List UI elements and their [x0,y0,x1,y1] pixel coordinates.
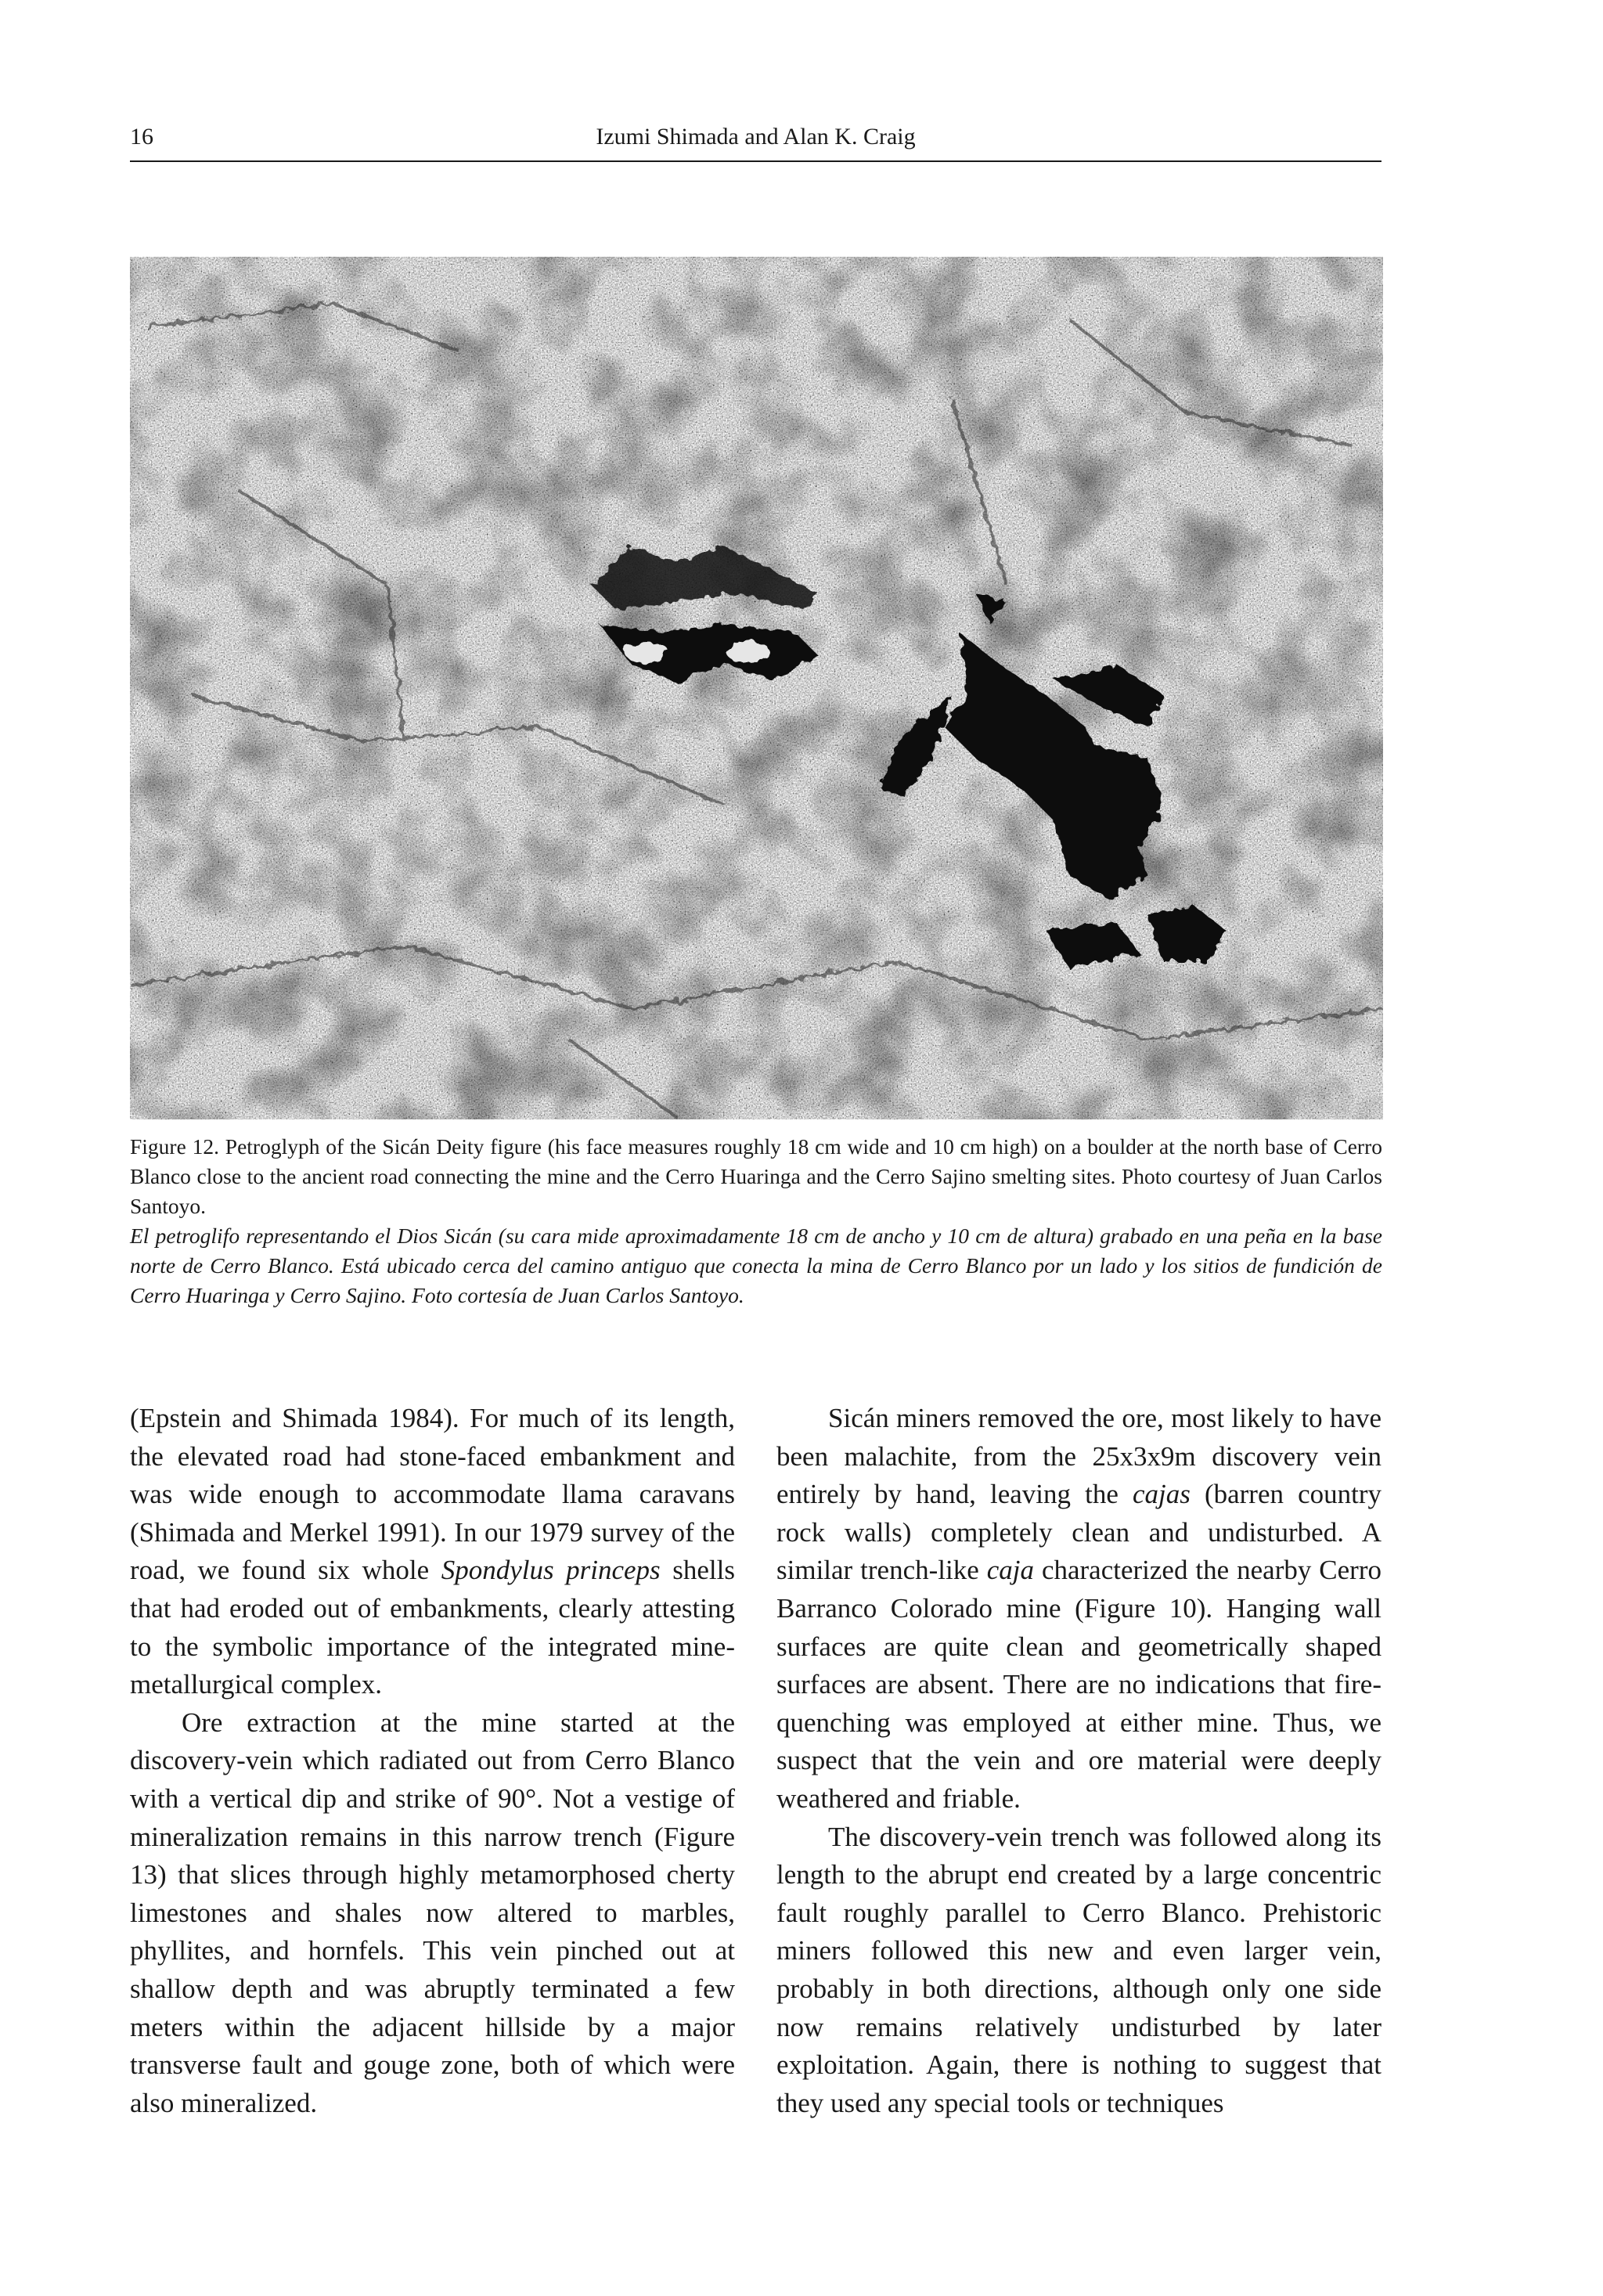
paragraph [776,1400,1381,1818]
petroglyph-image [130,257,1383,1119]
paragraph [130,1400,735,1704]
text-run: (barren country rock walls) completely clean and undisturbed. A similar trench-like [776,1479,1381,1586]
text-run: characterized the nearby Cerro Barranco Colorado mine (Figure 10). Hanging wall surfaces are quite clean and geometrically shaped surfaces are absent. There are no indications that fire-quenching was employed at either mine. Thus, we suspect that the vein and ore material were deeply weathered and friable. [776,1555,1381,1814]
page-number: 16 [130,124,153,150]
figure-caption [130,1132,1382,1310]
term-cajas: cajas [1132,1479,1191,1510]
caption-english: Figure 12. Petroglyph of the Sicán Deity figure (his face measures roughly 18 cm wide and 10 cm high) on a boulder at the north base of Cerro Blanco close to the ancient road connecting the mine and the Cerro Huaringa and the Cerro Sajino smelting sites. Photo courtesy of Juan Carlos Santoyo. [130,1134,1382,1218]
paragraph: The discovery-vein trench was followed along its length to the abrupt end created by a large concentric fault roughly parallel to Cerro Blanco. Prehistoric miners followed this new and even larger vein, probably in both directions, although only one side now remains relatively undisturbed by later exploitation. Again, there is nothing to suggest that they used any special tools or techniques [776,1821,1381,2118]
body-column-right [776,1400,1381,2122]
species-name: Spondylus princeps [441,1555,661,1586]
paragraph: Ore extraction at the mine started at the discovery-vein which radiated out from Cerro Blanco with a vertical dip and strike of 90°. Not a vestige of mineralization remains in this narrow trench (Figure 13) that slices through highly metamorphosed cherty limestones and shales now altered to marbles, phyllites, and hornfels. This vein pinched out at shallow depth and was abruptly terminated a few meters within the adjacent hillside by a major transverse fault and gouge zone, both of which were also mineralized. [130,1707,735,2118]
text-run: (Epstein and Shimada 1984). For much of its length, the elevated road had stone-faced embankment and was wide enough to accommodate llama caravans (Shimada and Merkel 1991). In our 1979 survey of the road, we found six whole [130,1403,735,1586]
term-caja: caja [986,1555,1034,1586]
body-column-left [130,1400,735,2122]
running-head: Izumi Shimada and Alan K. Craig [596,124,916,150]
caption-spanish: El petroglifo representando el Dios Sicán (su cara mide aproximadamente 18 cm de ancho y 10 cm de altura) grabado en una peña en la base norte de Cerro Blanco. Está ubicado cerca del camino antiguo que conecta la mina de Cerro Blanco por un lado y los sitios de fundición de Cerro Huaringa y Cerro Sajino. Foto cortesía de Juan Carlos Santoyo. [130,1224,1382,1307]
header-rule [130,160,1381,162]
text-run: shells that had eroded out of embankments, clearly attesting to the symbolic importance of the integrated mine-metallurgical complex. [130,1555,735,1700]
page-header [130,119,1381,158]
figure-photo-petroglyph [130,257,1383,1119]
text-run: Sicán miners removed the ore, most likely to have been malachite, from the 25x3x9m discovery vein entirely by hand, leaving the [776,1403,1381,1510]
